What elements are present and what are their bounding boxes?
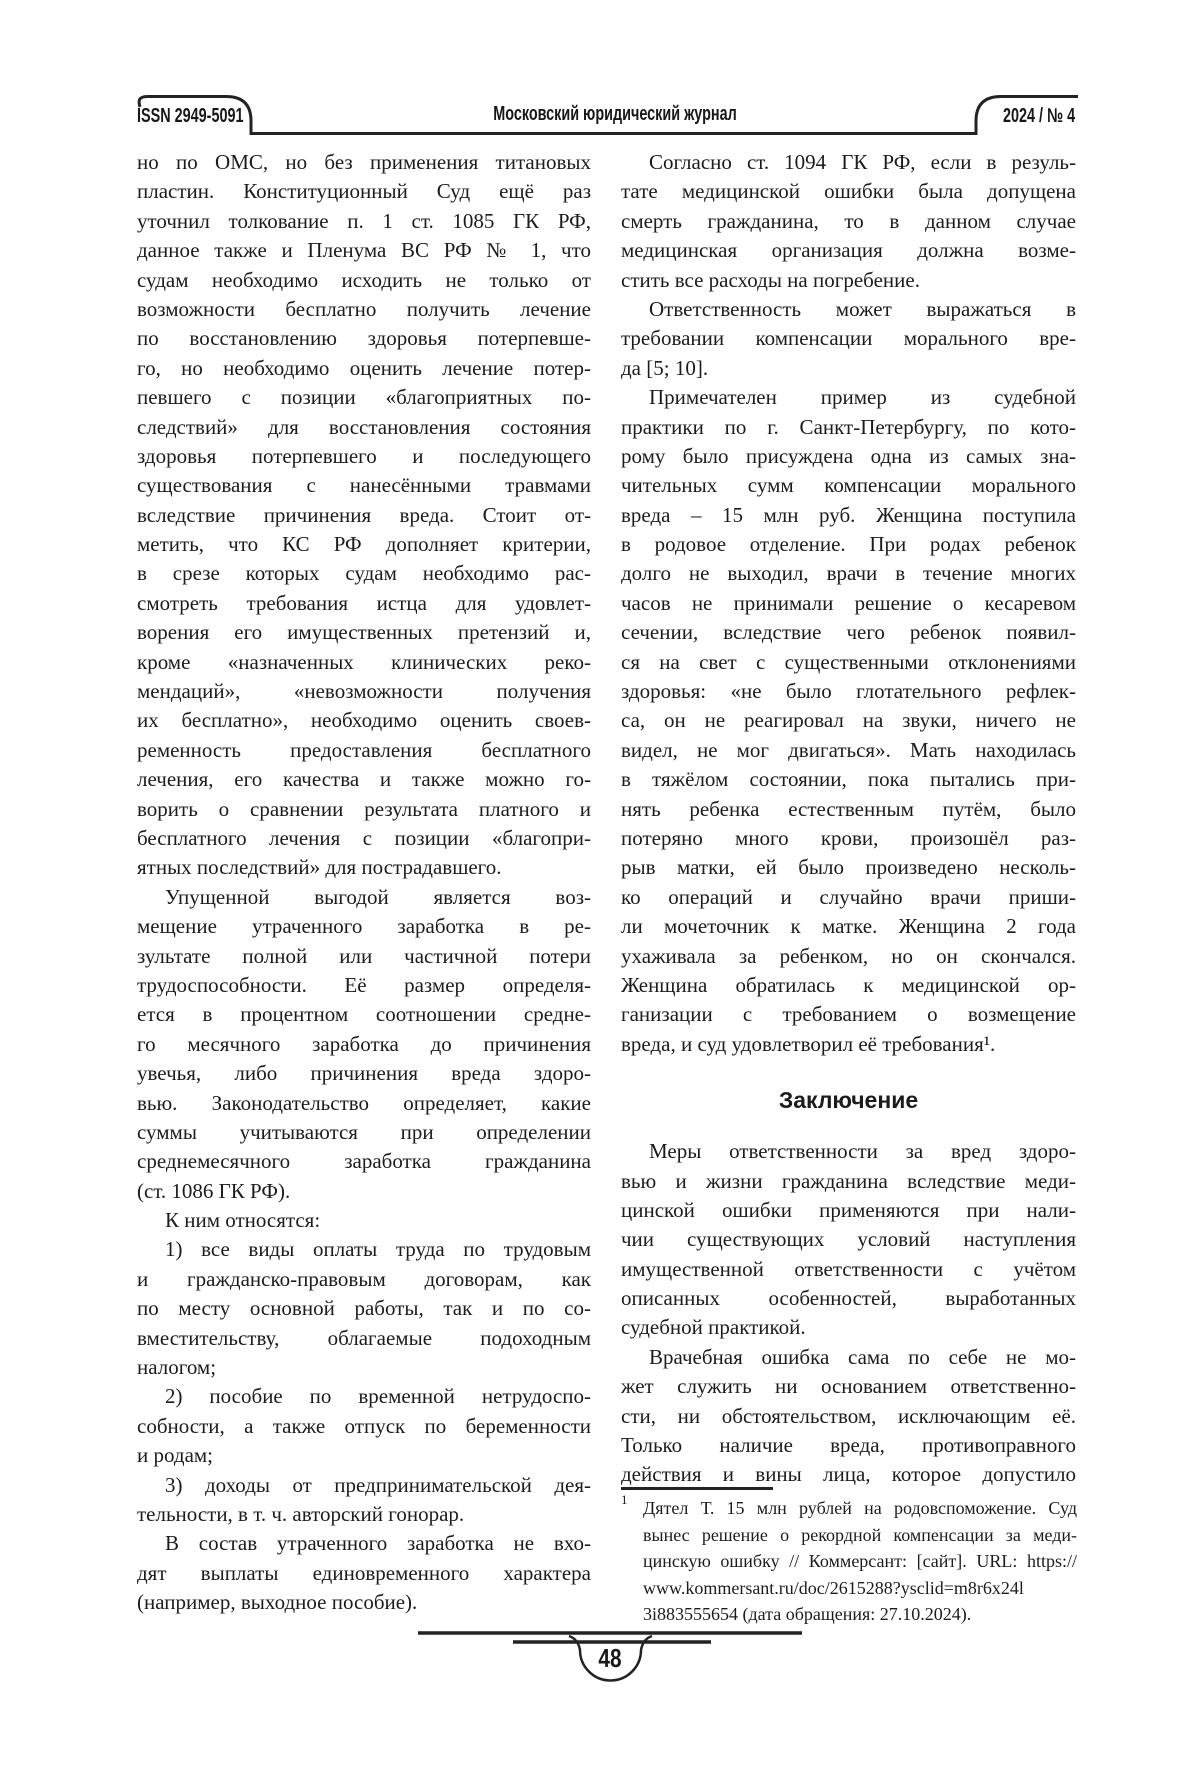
text-line: судам необходимо исходить не только от: [137, 267, 591, 292]
left-column: [137, 148, 591, 1618]
paragraph: [621, 148, 1076, 295]
text-line: Примечателен пример из судебной: [649, 385, 1076, 410]
text-line: рому было присуждена одна из самых зна-: [621, 443, 1076, 468]
section-heading: Заключение: [778, 1087, 919, 1114]
text-line: ременность предоставления бесплатного: [137, 737, 591, 762]
footnote: [621, 1492, 1077, 1628]
text-line: увечья, либо причинения вреда здоро-: [137, 1061, 591, 1086]
text-line: Меры ответственности за вред здоро-: [649, 1139, 1076, 1164]
text-line: имущественной ответственности с учётом: [621, 1256, 1076, 1281]
text-line: метить, что КС РФ дополняет критерии,: [137, 532, 591, 557]
text-line: чии существующих условий наступления: [621, 1227, 1076, 1252]
text-line: рыв матки, ей было произведено несколь-: [621, 855, 1076, 880]
text-line: ухаживала за ребенком, но он скончался.: [621, 943, 1076, 968]
text-line: в срезе которых судам необходимо рас-: [137, 561, 591, 586]
text-line: 3) доходы от предпринимательской дея-: [165, 1472, 591, 1497]
footnote-line: www.kommersant.ru/doc/2615288?ysclid=m8r6x24l: [643, 1577, 1024, 1598]
text-line: в родовое отделение. При родах ребенок: [621, 532, 1076, 557]
text-line: ли мочеточник к матке. Женщина 2 года: [621, 914, 1076, 939]
right-column: [621, 148, 1076, 1490]
text-line: судебной практикой.: [621, 1315, 806, 1340]
text-line: зультате полной или частичной потери: [137, 943, 591, 968]
text-line: по восстановлению здоровья потерпевше-: [137, 326, 591, 351]
text-line: ворения его имущественных претензий и,: [137, 620, 591, 645]
text-line: жет служить ни основанием ответственно-: [621, 1374, 1076, 1399]
footnote-line: вынес решение о рекордной компенсации за меди-: [643, 1524, 1077, 1545]
text-line: трудоспособности. Её размер определя-: [137, 972, 591, 997]
text-line: их бесплатно», необходимо оценить своев-: [137, 708, 591, 733]
text-line: Врачебная ошибка сама по себе не мо-: [649, 1344, 1076, 1369]
text-line: ется в процентном соотношении средне-: [137, 1002, 591, 1027]
paragraph: [621, 1137, 1076, 1343]
text-line: Ответственность может выражаться в: [649, 296, 1076, 321]
text-line: медицинская организация должна возме-: [621, 238, 1076, 263]
text-line: долго не выходил, врачи в течение многих: [621, 561, 1076, 586]
text-line: го месячного заработка до причинения: [137, 1031, 591, 1056]
text-line: описанных особенностей, выработанных: [621, 1286, 1076, 1311]
text-line: по месту основной работы, так и по со-: [137, 1296, 591, 1321]
text-line: лечения, его качества и также можно го-: [137, 767, 591, 792]
text-line: сти, ни обстоятельством, исключающим её.: [621, 1403, 1076, 1428]
paragraph: [137, 883, 591, 1206]
text-line: требовании компенсации морального вре-: [621, 326, 1076, 351]
text-line: смотреть требования истца для удовлет-: [137, 590, 591, 615]
text-line: бесплатного лечения с позиции «благопри-: [137, 825, 591, 850]
text-line: данное также и Пленума ВС РФ № 1, что: [137, 238, 591, 263]
paragraph: [621, 295, 1076, 383]
text-line: уточнил толкование п. 1 ст. 1085 ГК РФ,: [137, 208, 591, 233]
footnote-line: 3i883555654 (дата обращения: 27.10.2024).: [643, 1604, 972, 1624]
footnote-separator: [621, 1487, 773, 1490]
text-line: вреда – 15 млн руб. Женщина поступила: [621, 502, 1076, 527]
text-line: в тяжёлом состоянии, пока пытались при-: [621, 767, 1076, 792]
text-line: пластин. Конституционный Суд ещё раз: [137, 179, 591, 204]
text-line: кроме «назначенных клинических реко-: [137, 649, 591, 674]
text-line: сечении, вследствие чего ребенок появил-: [621, 620, 1076, 645]
paragraph: [137, 1235, 591, 1382]
text-line: Только наличие вреда, противоправного: [621, 1433, 1076, 1458]
text-line: следствий» для восстановления состояния: [137, 414, 591, 439]
text-line: мендаций», «невозможности получения: [137, 679, 591, 704]
text-line: смерть гражданина, то в данном случае: [621, 208, 1076, 233]
text-line: нять ребенка естественным путём, было: [621, 796, 1076, 821]
text-line: Женщина обратилась к медицинской ор-: [621, 972, 1076, 997]
text-line: стить все расходы на погребение.: [621, 267, 920, 292]
header-journal-title: Московский юридический журнал: [493, 103, 737, 125]
footnote-lines: [643, 1495, 1077, 1628]
text-line: но по ОМС, но без применения титановых: [137, 150, 591, 174]
text-line: среднемесячного заработка гражданина: [137, 1149, 591, 1174]
paragraph: [137, 148, 591, 883]
paragraph: [621, 383, 1076, 1059]
text-line: тельности, в т. ч. авторский гонорар.: [137, 1501, 465, 1526]
text-line: тате медицинской ошибки была допущена: [621, 179, 1076, 204]
footnote-line: Дятел Т. 15 млн рублей на родовспоможение. Суд: [643, 1498, 1077, 1518]
paragraph: [137, 1382, 591, 1470]
text-line: налогом;: [137, 1355, 217, 1380]
text-line: вреда, и суд удовлетворил её требования¹.: [621, 1031, 996, 1056]
text-line: са, он не реагировал на звуки, ничего не: [621, 708, 1076, 733]
text-line: Согласно ст. 1094 ГК РФ, если в резуль-: [649, 150, 1076, 174]
text-line: видел, не мог двигаться». Мать находилась: [621, 737, 1076, 762]
text-line: практики по г. Санкт-Петербургу, по кото-: [621, 414, 1076, 439]
text-line: ятных последствий» для пострадавшего.: [137, 855, 502, 880]
text-line: чительных сумм компенсации морального: [621, 473, 1076, 498]
text-line: вью и жизни гражданина вследствие меди-: [621, 1168, 1076, 1193]
header-issn: ISSN 2949-5091: [137, 105, 244, 127]
text-line: вследствие причинения вреда. Стоит от-: [137, 502, 591, 527]
text-line: да [5; 10].: [621, 355, 709, 380]
text-line: здоровья потерпевшего и последующего: [137, 443, 591, 468]
text-line: Упущенной выгодой является воз-: [165, 884, 591, 909]
text-line: часов не принимали решение о кесаревом: [621, 590, 1076, 615]
text-line: вью. Законодательство определяет, какие: [137, 1090, 591, 1115]
text-line: мещение утраченного заработка в ре-: [137, 914, 591, 939]
text-line: здоровья: «не было глотательного рефлек-: [621, 679, 1076, 704]
text-line: ся на свет с существенными отклонениями: [621, 649, 1076, 674]
footnote-line: цинскую ошибку // Коммерсант: [сайт]. URL: https://: [643, 1551, 1077, 1571]
text-line: (ст. 1086 ГК РФ).: [137, 1178, 291, 1203]
text-line: ворить о сравнении результата платного и: [137, 796, 591, 821]
paragraph: [137, 1206, 591, 1235]
text-line: певшего с позиции «благоприятных по-: [137, 385, 591, 410]
page-number: 48: [598, 1643, 622, 1673]
text-line: вместительству, облагаемые подоходным: [137, 1325, 591, 1350]
text-line: ганизации с требованием о возмещение: [621, 1002, 1076, 1027]
paragraph: [137, 1471, 591, 1530]
text-line: К ним относятся:: [165, 1208, 321, 1233]
header-issue: 2024 / № 4: [1003, 105, 1076, 127]
text-line: (например, выходное пособие).: [137, 1590, 418, 1615]
text-line: суммы учитываются при определении: [137, 1119, 591, 1144]
text-line: дят выплаты единовременного характера: [137, 1560, 591, 1585]
paragraph: [137, 1529, 591, 1617]
text-line: собности, а также отпуск по беременности: [137, 1413, 591, 1438]
text-line: В состав утраченного заработка не вхо-: [165, 1531, 591, 1556]
text-line: и родам;: [137, 1443, 214, 1468]
text-line: 2) пособие по временной нетрудоспо-: [165, 1384, 591, 1409]
text-line: возможности бесплатно получить лечение: [137, 296, 591, 321]
text-line: го, но необходимо оценить лечение потер-: [137, 355, 591, 380]
footnote-marker: 1: [621, 1492, 628, 1507]
text-line: цинской ошибки применяются при нали-: [621, 1197, 1076, 1222]
text-line: существования с нанесёнными травмами: [137, 473, 591, 498]
text-line: действия и вины лица, которое допустило: [621, 1462, 1076, 1487]
text-line: и гражданско-правовым договорам, как: [137, 1266, 591, 1291]
text-line: ко операций и случайно врачи приши-: [621, 884, 1076, 909]
paragraph: [621, 1343, 1076, 1490]
text-line: потеряно много крови, произошёл раз-: [621, 825, 1076, 850]
text-line: 1) все виды оплаты труда по трудовым: [165, 1237, 591, 1262]
